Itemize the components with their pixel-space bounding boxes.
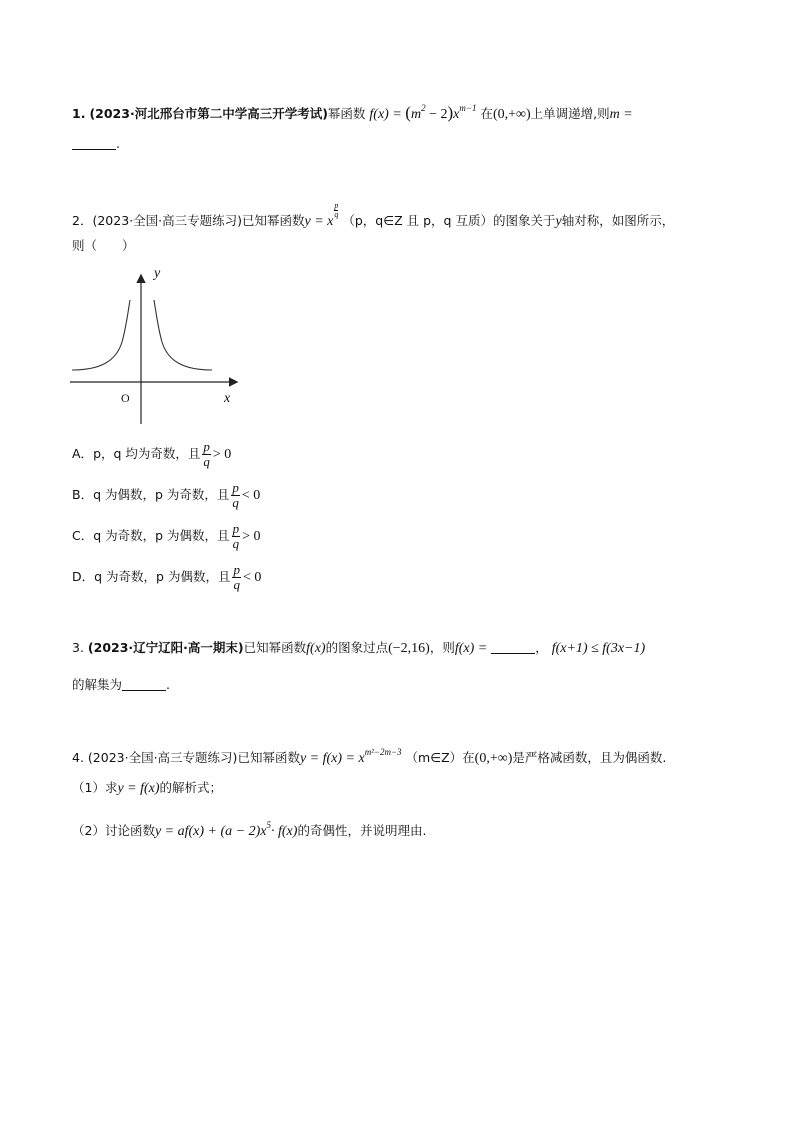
q2-option-d-label: D．	[72, 569, 95, 584]
q1-end: .	[116, 136, 120, 151]
q2-option-a-cond: p，q 均为奇数，且	[93, 446, 201, 461]
q2-graph	[64, 262, 254, 432]
q1-paren-open: (	[405, 103, 411, 122]
q2-option-c-rel: > 0	[242, 529, 261, 544]
q3-text-c: ，则	[429, 640, 455, 655]
q3-fx-eq: f(x) =	[454, 641, 488, 656]
q1-text-a: 幂函数	[327, 106, 366, 121]
q4-interval: (0,+∞)	[474, 751, 513, 766]
q1-interval: (0,+∞)	[492, 107, 531, 122]
frac-num: p	[232, 521, 240, 536]
q2-option-b-label: B．	[72, 487, 94, 502]
frac-num: p	[203, 439, 210, 454]
q2-number: 2．	[72, 213, 93, 228]
question-3-line-1	[72, 638, 645, 659]
q3-ineq: f(x+1) ≤ f(3x−1)	[551, 641, 646, 656]
q2-text-a: 已知幂函数	[241, 213, 305, 228]
q2-cond: （p，q∈Z 且 p，q 互质）的图象关于	[342, 213, 556, 228]
q2-source: (2023·全国·高三专题练习)	[92, 213, 242, 228]
q4-cond: （m∈Z）在	[405, 750, 475, 765]
question-4-part-1	[72, 778, 222, 799]
q4-text-a: 已知幂函数	[237, 750, 300, 765]
q4-part1-text: 的解析式；	[159, 780, 223, 795]
q3-end: .	[166, 677, 170, 692]
frac-num: p	[233, 562, 240, 577]
q2-exp-p: p	[334, 201, 339, 210]
q3-text-b: 的图象过点	[325, 640, 389, 655]
q2-then: 则（ ）	[72, 238, 135, 253]
q3-answer-blank-2[interactable]	[122, 677, 166, 691]
q2-option-c-cond: q 为奇数，p 为偶数，且	[93, 528, 230, 543]
q1-m: m	[410, 107, 422, 122]
q3-line2: 的解集为	[72, 677, 123, 692]
q2-exp-q: q	[334, 210, 339, 219]
q3-sep: ，	[535, 640, 548, 655]
q2-option-a-rel: > 0	[212, 447, 232, 462]
q1-meq: m =	[609, 107, 633, 122]
q2-option-c[interactable]	[72, 522, 260, 551]
q1-exp: m−1	[459, 103, 477, 113]
question-2-line-1	[72, 202, 674, 232]
q4-part2-tail: · f(x)	[271, 824, 298, 839]
q3-fx: f(x)	[306, 641, 326, 656]
frac-den: q	[233, 577, 240, 592]
q4-source: (2023·全国·高三专题练习)	[87, 750, 238, 765]
q4-part1-label: （1）求	[72, 780, 118, 795]
q2-option-b-rel: < 0	[241, 488, 261, 503]
q4-part1-func: y = f(x)	[117, 781, 160, 796]
frac-den: q	[203, 454, 210, 469]
q2-option-a[interactable]	[72, 440, 231, 469]
graph-curve-left	[72, 300, 130, 370]
question-1-line-1	[72, 98, 633, 125]
graph-x-label: x	[224, 391, 231, 406]
q4-part2-label: （2）讨论函数	[72, 823, 155, 838]
q1-number: 1.	[72, 106, 86, 121]
q1-text-c: 上单调递增,则	[530, 106, 610, 121]
q2-option-a-frac	[202, 440, 211, 469]
q4-text-b: 是严格减函数，且为偶函数.	[512, 750, 667, 765]
q3-answer-blank-1[interactable]	[491, 640, 535, 654]
q2-option-c-frac	[232, 522, 241, 551]
q1-answer-blank[interactable]	[72, 136, 116, 150]
q2-option-c-label: C．	[72, 528, 94, 543]
q4-exp: m²−2m−3	[364, 747, 402, 757]
question-4-line-1	[72, 742, 666, 769]
question-4-part-2	[72, 815, 426, 842]
q2-option-d-frac	[232, 563, 241, 592]
question-2-line-2	[72, 236, 135, 256]
q2-text-b: 轴对称，如图所示，	[561, 213, 675, 228]
q1-text-b: 在	[480, 106, 493, 121]
q1-fx: f(x) =	[369, 107, 406, 122]
q2-option-d[interactable]	[72, 563, 261, 592]
question-3-line-2	[72, 675, 170, 695]
q2-option-a-label: A．	[72, 446, 94, 461]
graph-curve-right	[154, 300, 212, 370]
q3-point: (−2,16)	[388, 641, 430, 656]
q3-number: 3.	[72, 640, 84, 655]
q2-y-axis: y	[555, 214, 562, 229]
q4-part2-exp: 5	[266, 820, 271, 830]
q1-x: x	[453, 107, 460, 122]
q4-number: 4.	[72, 750, 84, 765]
q4-func: y = f(x) = x	[299, 751, 365, 766]
graph-y-label: y	[154, 266, 161, 281]
q1-sq: 2	[421, 103, 426, 113]
q1-minus2: − 2	[425, 107, 448, 122]
q2-option-b-cond: q 为偶数，p 为奇数，且	[93, 487, 230, 502]
graph-origin-label: O	[121, 391, 130, 405]
q1-paren-close: )	[447, 103, 454, 122]
q2-exponent	[334, 202, 338, 219]
q1-source: (2023·河北邢台市第二中学高三开学考试)	[89, 106, 328, 121]
frac-den: q	[232, 536, 240, 551]
q3-source: (2023·辽宁辽阳·高一期末)	[87, 640, 244, 655]
q4-part2-func: y = af(x) + (a − 2)x	[154, 824, 267, 839]
q2-y-eq-x: y = x	[304, 214, 334, 229]
q2-option-d-rel: < 0	[242, 570, 262, 585]
q2-option-d-cond: q 为奇数，p 为偶数，且	[94, 569, 231, 584]
q2-option-b[interactable]	[72, 481, 260, 510]
q4-part2-text: 的奇偶性，并说明理由.	[297, 823, 427, 838]
question-1-line-2	[72, 134, 120, 154]
frac-den: q	[232, 495, 239, 510]
q2-option-b-frac	[231, 481, 240, 510]
frac-num: p	[232, 480, 239, 495]
q3-text-a: 已知幂函数	[243, 640, 307, 655]
